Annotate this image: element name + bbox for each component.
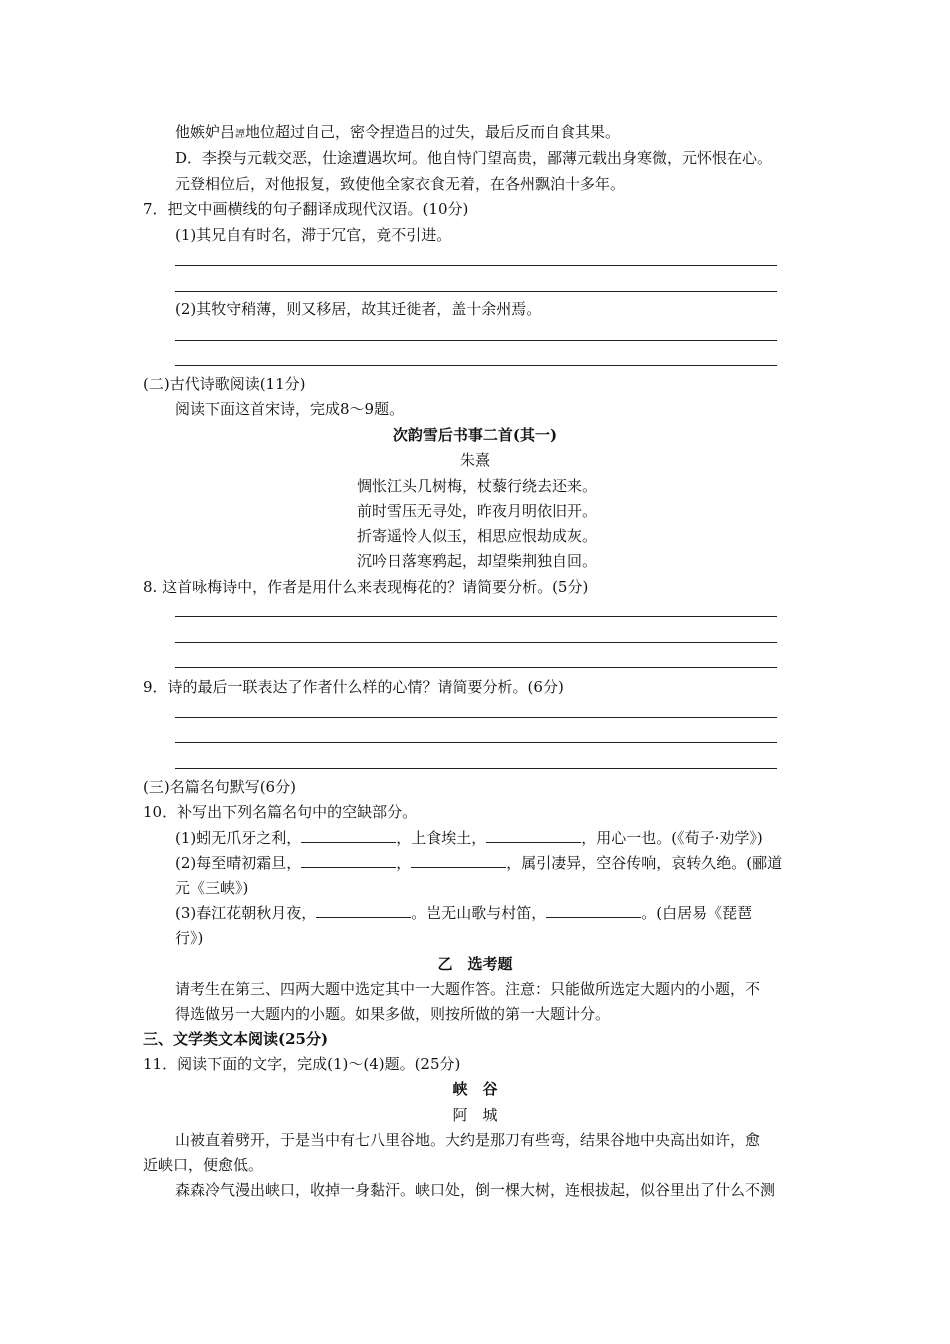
small-char: 諲 <box>235 129 246 140</box>
text-fragment: ，上食埃土， <box>396 829 487 847</box>
fill-blank[interactable] <box>316 902 411 918</box>
text-fragment: (1)蚓无爪牙之利， <box>175 829 302 847</box>
elective-note: 得选做另一大题内的小题。如果多做，则按所做的第一大题计分。 <box>175 1005 611 1023</box>
text-fragment: 。(白居易《琵琶 <box>641 904 753 922</box>
section-3-heading: 三、文学类文本阅读(25分) <box>143 1030 329 1048</box>
poem-verse: 折寄遥怜人似玉，相思应恨劫成灰。 <box>357 527 598 545</box>
poem-verse: 前时雪压无寻处，昨夜月明依旧开。 <box>357 502 598 520</box>
poetry-intro: 阅读下面这首宋诗，完成8～9题。 <box>175 400 405 418</box>
text-fragment: 他嫉妒吕 <box>175 123 236 141</box>
answer-line[interactable] <box>175 365 777 366</box>
question-7-sentence-2: (2)其牧守稍薄，则又移居，故其迁徙者，盖十余州焉。 <box>175 300 542 318</box>
passage-paragraph: 森森冷气漫出峡口，收掉一身黏汗。峡口处，倒一棵大树，连根拔起，似谷里出了什么不测 <box>175 1181 776 1199</box>
text-line <box>175 121 620 146</box>
question-7-stem: 7．把文中画横线的句子翻译成现代汉语。(10分) <box>143 200 469 218</box>
answer-line[interactable] <box>175 768 777 769</box>
fill-blank[interactable] <box>546 902 641 918</box>
dictation-item-3 <box>175 902 752 924</box>
fill-blank[interactable] <box>486 827 581 843</box>
text-fragment: ，用心一也。(《荀子·劝学》) <box>581 829 763 847</box>
text-fragment: (3)春江花朝秋月夜， <box>175 904 317 922</box>
poem-verse: 惆怅江头几树梅，杖藜行绕去还来。 <box>357 477 598 495</box>
answer-line[interactable] <box>175 642 777 643</box>
answer-line[interactable] <box>175 616 777 617</box>
poem-verse: 沉吟日落寒鸦起，却望柴荆独自回。 <box>357 552 598 570</box>
question-7-sentence-1: (1)其兄自有时名，滞于冗官，竟不引进。 <box>175 226 452 244</box>
passage-paragraph: 山被直着劈开，于是当中有七八里谷地。大约是那刀有些弯，结果谷地中央高出如许，愈 <box>175 1131 761 1149</box>
text-fragment: 。岂无山歌与村笛， <box>411 904 547 922</box>
dictation-section-heading: (三)名篇名句默写(6分) <box>143 778 296 796</box>
fill-blank[interactable] <box>411 852 506 868</box>
passage-title: 峡 谷 <box>452 1080 498 1098</box>
poem-author: 朱熹 <box>459 451 490 469</box>
poetry-section-heading: (二)古代诗歌阅读(11分) <box>143 375 306 393</box>
dictation-item-1 <box>175 827 763 849</box>
text-line: D．李揆与元载交恶，仕途遭遇坎坷。他自恃门望高贵，鄙薄元载出身寒微，元怀恨在心。 <box>175 149 773 167</box>
answer-line[interactable] <box>175 717 777 718</box>
passage-paragraph-cont: 近峡口，便愈低。 <box>143 1156 264 1174</box>
answer-line[interactable] <box>175 742 777 743</box>
text-fragment: (2)每至晴初霜旦， <box>175 854 302 872</box>
passage-author: 阿 城 <box>452 1106 498 1124</box>
text-fragment: 地位超过自己，密令捏造吕的过失，最后反而自食其果。 <box>245 123 621 141</box>
poem-title: 次韵雪后书事二首(其一) <box>392 426 558 444</box>
dictation-item-2-cont: 元《三峡》) <box>175 879 249 897</box>
elective-title: 乙 选考题 <box>437 955 513 973</box>
answer-line[interactable] <box>175 340 777 341</box>
text-fragment: ，属引凄异，空谷传响，哀转久绝。(郦道 <box>506 854 783 872</box>
elective-note: 请考生在第三、四两大题中选定其中一大题作答。注意：只能做所选定大题内的小题，不 <box>175 980 761 998</box>
question-8-stem: 8. 这首咏梅诗中，作者是用什么来表现梅花的？请简要分析。(5分) <box>143 578 589 596</box>
answer-line[interactable] <box>175 265 777 266</box>
answer-line[interactable] <box>175 291 777 292</box>
dictation-item-2 <box>175 852 782 874</box>
question-11-stem: 11．阅读下面的文字，完成(1)～(4)题。(25分) <box>143 1055 461 1073</box>
fill-blank[interactable] <box>301 827 396 843</box>
answer-line[interactable] <box>175 667 777 668</box>
question-10-stem: 10．补写出下列名篇名句中的空缺部分。 <box>143 803 418 821</box>
text-line: 元登相位后，对他报复，致使他全家衣食无着，在各州飘泊十多年。 <box>175 175 626 193</box>
dictation-item-3-cont: 行》) <box>175 929 204 947</box>
text-fragment: ， <box>396 854 412 872</box>
question-9-stem: 9．诗的最后一联表达了作者什么样的心情？请简要分析。(6分) <box>143 678 564 696</box>
fill-blank[interactable] <box>301 852 396 868</box>
